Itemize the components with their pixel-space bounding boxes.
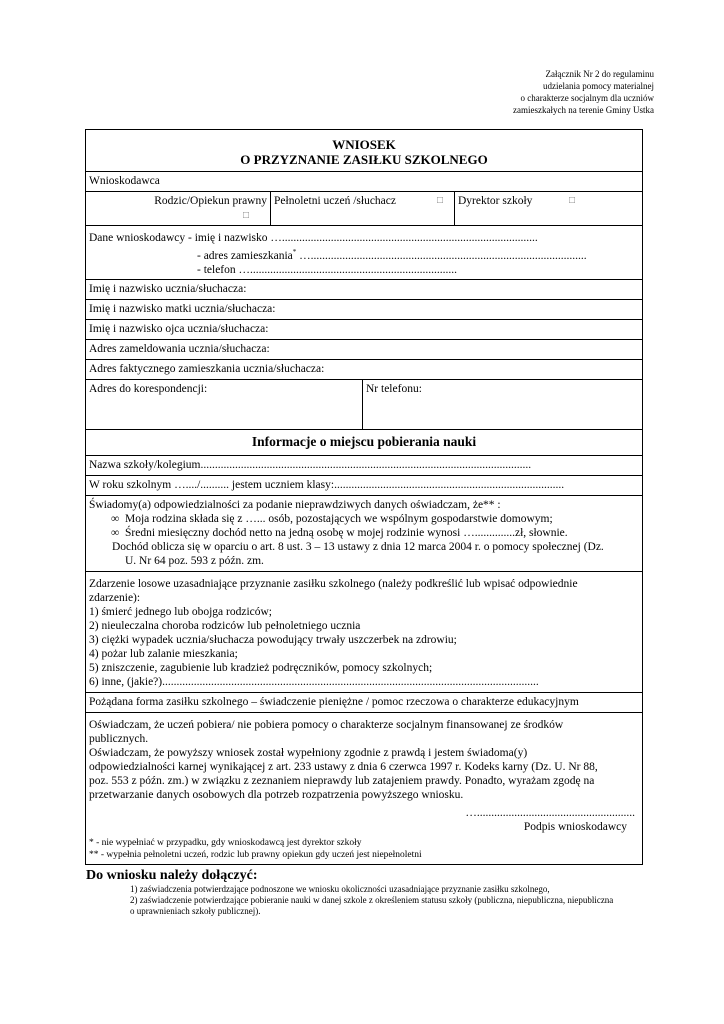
school-section-title: Informacje o miejscu pobierania nauki (86, 430, 642, 456)
attachment-line: zamieszkałych na terenie Gminy Ustka (513, 105, 654, 115)
checkbox-icon[interactable]: □ (436, 195, 443, 206)
attachment-line: o charakterze socjalnym dla uczniów (520, 93, 654, 103)
correspondence-row (86, 380, 642, 430)
statement-truth-line1: Oświadczam, że powyższy wniosek został wypełniony zgodnie z prawdą i jestem świadoma(y) (89, 746, 528, 759)
required-attachment-item: 1) zaświadczenia potwierdzające podnoszone we wniosku okoliczności uzasadniające przyznanie zasiłku szkolnego, (130, 884, 550, 894)
declaration-intro: Świadomy(a) odpowiedzialności za podanie nieprawdziwych danych oświadczam, że** : (89, 498, 501, 511)
event-item[interactable]: 4) pożar lub zalanie mieszkania; (89, 647, 238, 660)
applicant-phone-field[interactable]: - telefon …........................................................................ (197, 263, 458, 276)
footnote-director: * - nie wypełniać w przypadku, gdy wnioskodawcą jest dyrektor szkoły (89, 837, 362, 848)
actual-address-field[interactable]: Adres faktycznego zamieszkania ucznia/słuchacza: (86, 360, 642, 380)
event-item[interactable]: 1) śmierć jednego lub obojga rodziców; (89, 605, 272, 618)
form-title-line1: WNIOSEK (332, 137, 396, 152)
student-name-field[interactable]: Imię i nazwisko ucznia/słuchacza: (86, 280, 642, 300)
required-attachments-list (86, 884, 656, 917)
required-attachments-title: Do wniosku należy dołączyć: (86, 868, 258, 883)
statements-block (86, 713, 642, 865)
applicant-data (86, 226, 642, 280)
signature-line[interactable]: …....................................................... (465, 806, 635, 819)
school-year-field[interactable]: W roku szkolnym …..../.......... jestem uczniem klasy:................................................................................ (86, 476, 642, 496)
applicant-type-row (86, 192, 642, 226)
father-name-field[interactable]: Imię i nazwisko ojca ucznia/słuchacza: (86, 320, 642, 340)
event-intro-line1: Zdarzenie losowe uzasadniające przyznanie zasiłku szkolnego (należy podkreślić lub wpisać odpowiednie (89, 577, 578, 590)
declaration-block (86, 496, 642, 572)
applicant-type-director-label: Dyrektor szkoły (458, 195, 533, 207)
required-attachment-item: 2) zaświadczenie potwierdzające pobieranie nauki w danej szkole z określeniem statusu szkoły (publiczna, niepubliczna, niepubliczna (130, 895, 614, 905)
event-item[interactable]: 5) zniszczenie, zagubienie lub kradzież podręczników, pomocy szkolnych; (89, 661, 433, 674)
applicant-label: Wnioskodawca (86, 172, 642, 192)
application-form (85, 129, 643, 865)
school-name-field[interactable]: Nazwa szkoły/kolegium................................................................................................................... (86, 456, 642, 476)
event-item[interactable]: 3) ciężki wypadek ucznia/słuchacza powodujący trwały uszczerbek na zdrowiu; (89, 633, 457, 646)
phone-number-field[interactable]: Nr telefonu: (362, 380, 640, 429)
declaration-item-household[interactable] (89, 512, 639, 526)
bullet-icon: ∞ (111, 526, 120, 539)
applicant-type-student-label: Pełnoletni uczeń /słuchacz (274, 195, 396, 207)
signature-label: Podpis wnioskodawcy (523, 820, 627, 833)
household-text: Moja rodzina składa się z …... osób, pozostających we wspólnym gospodarstwie domowym; (125, 512, 553, 525)
applicant-type-parent-label: Rodzic/Opiekun prawny (154, 195, 267, 207)
footnote-student: ** - wypełnia pełnoletni uczeń, rodzic lub prawny opiekun gdy uczeń jest niepełnoletni (89, 849, 422, 860)
correspondence-address-field[interactable]: Adres do korespondencji: (89, 382, 208, 395)
footnote-mark: * (292, 248, 297, 256)
income-basis-line1: Dochód oblicza się w oparciu o art. 8 ust. 3 – 13 ustawy z dnia 12 marca 2004 r. o pomocy społecznej (Dz. (112, 540, 604, 553)
applicant-type-director[interactable] (454, 192, 640, 225)
required-attachments (86, 868, 656, 917)
bullet-icon: ∞ (111, 512, 120, 525)
statement-truth-line4: przetwarzanie danych osobowych dla potrzeb rozpatrzenia powyższego wniosku. (89, 788, 464, 801)
attachment-line: Załącznik Nr 2 do regulaminu (545, 69, 654, 79)
statement-aid-line2: publicznych. (89, 732, 149, 745)
attachment-note (434, 68, 654, 116)
applicant-name-field[interactable]: Dane wnioskodawcy - imię i nazwisko …......................................................................................... (89, 232, 538, 244)
statement-truth-line2: odpowiedzialności karnej wynikającej z art. 233 ustawy z dnia 6 czerwca 1997 r. Kodeks karny (Dz. U. Nr 88, (89, 760, 598, 773)
required-attachment-item: o uprawnieniach szkoły publicznej). (130, 906, 261, 916)
form-title (86, 130, 642, 172)
address-label: - adres zamieszkania (197, 249, 293, 262)
attachment-line: udzielania pomocy materialnej (543, 81, 654, 91)
event-block (86, 572, 642, 693)
address-dots: …................................................................................................ (296, 249, 587, 262)
statement-aid-line1: Oświadczam, że uczeń pobiera/ nie pobiera pomocy o charakterze socjalnym finansowanej ze środków (89, 718, 564, 731)
applicant-type-parent[interactable] (86, 192, 270, 225)
event-item[interactable]: 2) nieuleczalna choroba rodziców lub pełnoletniego ucznia (89, 619, 361, 632)
mother-name-field[interactable]: Imię i nazwisko matki ucznia/słuchacza: (86, 300, 642, 320)
checkbox-icon[interactable]: □ (568, 195, 575, 206)
declaration-item-income[interactable] (89, 526, 639, 540)
applicant-type-student[interactable] (270, 192, 454, 225)
statement-truth-line3: poz. 553 z późn. zm.) w związku z zeznaniem nieprawdy lub zatajeniem prawdy. Ponadto, wyrażam zgodę na (89, 774, 595, 787)
form-title-line2: O PRZYZNANIE ZASIŁKU SZKOLNEGO (240, 152, 488, 167)
event-intro-line2: zdarzenie): (89, 591, 141, 604)
income-basis-line2: U. Nr 64 poz. 593 z późn. zm. (125, 554, 264, 567)
applicant-address-field[interactable] (89, 245, 639, 263)
event-item[interactable]: 6) inne, (jakie?)................................................................................................................................... (89, 675, 539, 688)
checkbox-icon[interactable]: □ (242, 210, 249, 221)
registered-address-field[interactable]: Adres zameldowania ucznia/słuchacza: (86, 340, 642, 360)
income-text: Średni miesięczny dochód netto na jedną osobę w mojej rodzinie wynosi …..............zł, słownie. (125, 526, 568, 539)
aid-form-field[interactable]: Pożądana forma zasiłku szkolnego – świadczenie pieniężne / pomoc rzeczowa o charakterze edukacyjnym (86, 693, 642, 713)
